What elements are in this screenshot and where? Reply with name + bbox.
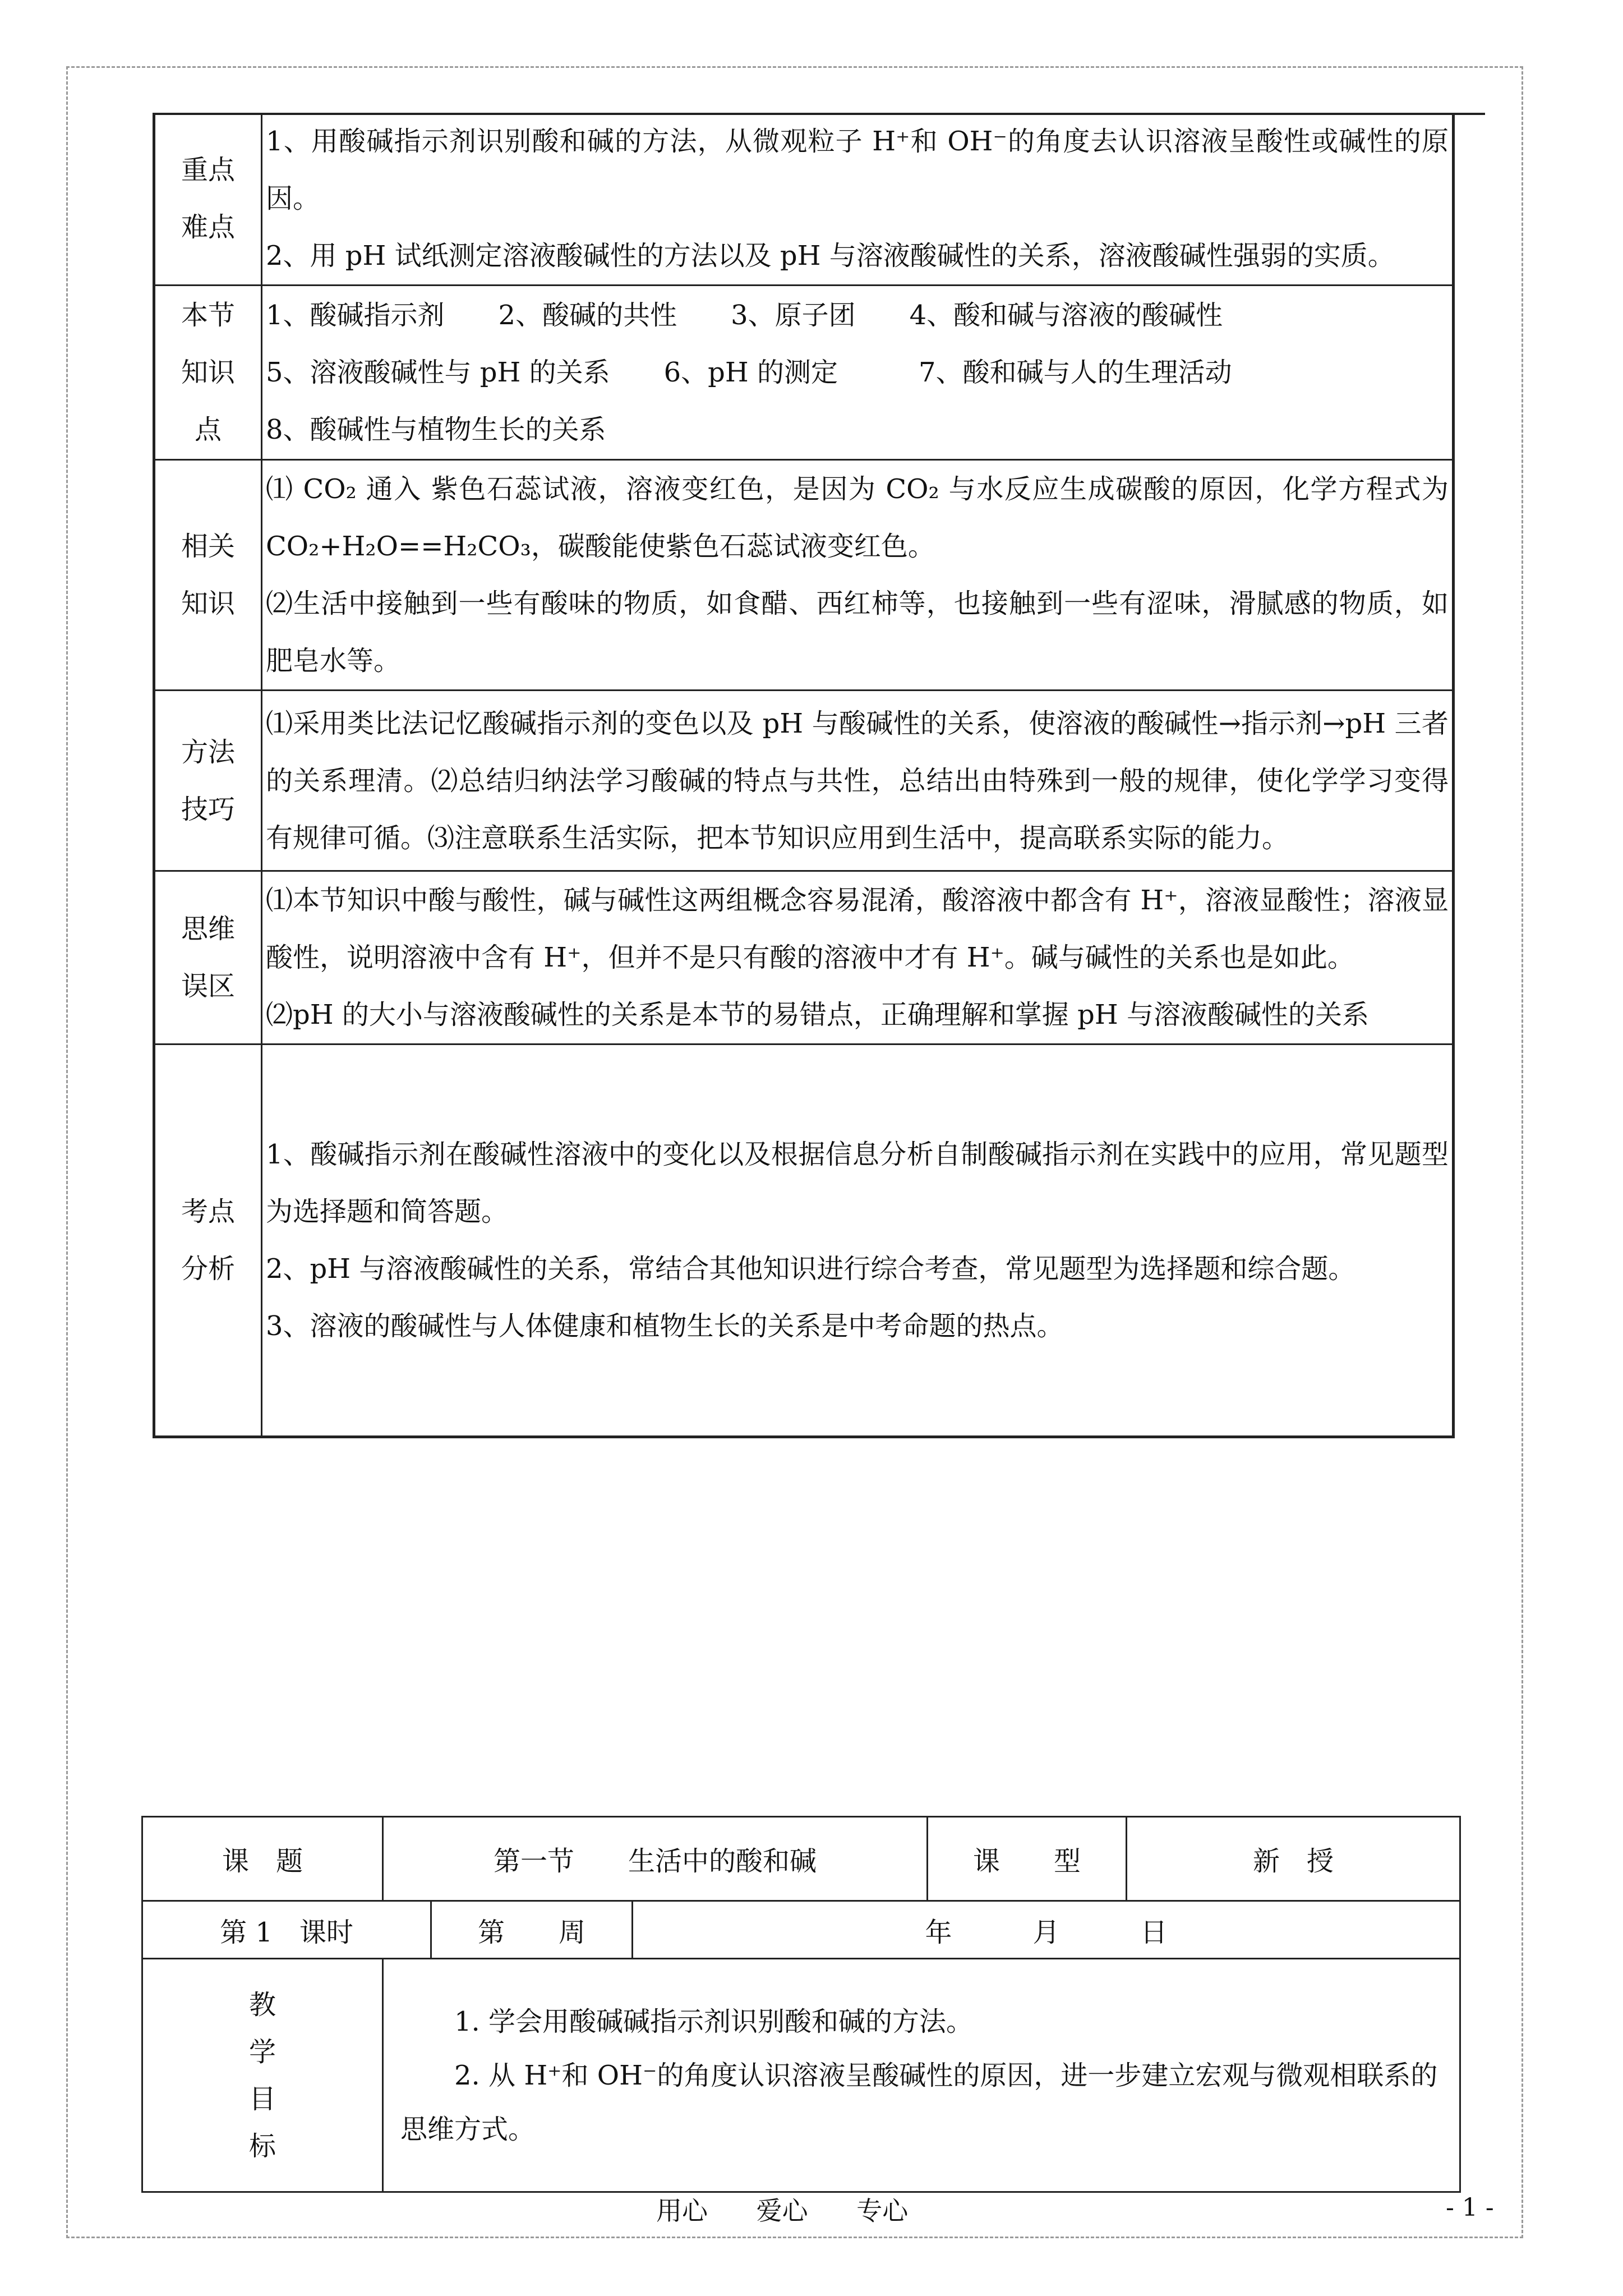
footer-item: 专心	[856, 2196, 909, 2226]
goals-label-char: 学	[248, 2036, 276, 2068]
type-label: 课 型	[928, 1817, 1127, 1901]
row-label-line: 思维	[181, 913, 235, 945]
row-label	[154, 113, 262, 286]
summary-row	[154, 286, 1454, 460]
summary-row	[154, 460, 1454, 691]
summary-row	[154, 1045, 1454, 1437]
summary-row	[154, 113, 1454, 286]
lesson-goals-row	[142, 1959, 1460, 2192]
row-label-line: 点	[194, 414, 222, 445]
footer-item: 用心	[656, 2196, 708, 2226]
row-label-line: 知识	[181, 357, 235, 388]
content-line: 2、pH 与溶液酸碱性的关系，常结合其他知识进行综合考查，常见题型为选择题和综合题。	[266, 1253, 1355, 1285]
content-line: 1、酸碱指示剂 2、酸碱的共性 3、原子团 4、酸和碱与溶液的酸碱性	[266, 300, 1223, 331]
row-content	[262, 871, 1454, 1045]
row-label-line: 本节	[181, 300, 235, 331]
row-label-line: 难点	[181, 211, 235, 243]
row-label	[154, 691, 262, 871]
knowledge-summary-table	[153, 113, 1455, 1438]
row-content	[262, 1045, 1454, 1437]
row-label	[154, 286, 262, 460]
footer-item: 爱心	[756, 2196, 808, 2226]
row-content	[262, 113, 1454, 286]
date-label: 年 月 日	[925, 1916, 1168, 1948]
row-content	[262, 691, 1454, 871]
row-label-line: 误区	[181, 970, 235, 1002]
row-label	[154, 1045, 262, 1437]
lesson-topic-row	[142, 1817, 1460, 1901]
lesson-period-row	[142, 1901, 1460, 1959]
lesson-info-table	[141, 1816, 1461, 2193]
summary-row	[154, 691, 1454, 871]
content-line: 3、溶液的酸碱性与人体健康和植物生长的关系是中考命题的热点。	[266, 1310, 1064, 1342]
page-number: - 1 -	[1446, 2193, 1494, 2222]
content-line: ⑴采用类比法记忆酸碱指示剂的变色以及 pH 与酸碱性的关系，使溶液的酸碱性→指示剂→pH 三者的关系理清。⑵总结归纳法学习酸碱的特点与共性，总结出由特殊到一般的规律，使化学学习变得有规律可循。⑶注意联系生活实际，把本节知识应用到生活中，提高联系实际的能力。	[266, 707, 1449, 854]
topic-value: 第一节 生活中的酸和碱	[383, 1817, 928, 1901]
goals-label-char: 教	[248, 1989, 276, 2021]
goal-item: 2. 从 H⁺和 OH⁻的角度认识溶液呈酸碱性的原因，进一步建立宏观与微观相联系的思维方式。	[400, 2059, 1438, 2145]
content-line: 8、酸碱性与植物生长的关系	[266, 414, 606, 445]
goals-content	[383, 1959, 1460, 2192]
period-label: 第 1 课时	[143, 1902, 431, 1958]
row-content	[262, 286, 1454, 460]
summary-row	[154, 871, 1454, 1045]
topic-label: 课 题	[142, 1817, 383, 1901]
footer-motto	[656, 2191, 948, 2228]
goals-label	[142, 1959, 383, 2192]
content-line: ⑵生活中接触到一些有酸味的物质，如食醋、西红柿等，也接触到一些有涩味，滑腻感的物质，如肥皂水等。	[266, 588, 1449, 677]
row-label-line: 考点	[181, 1196, 235, 1227]
row-label-line: 相关	[181, 531, 235, 562]
goal-item: 1. 学会用酸碱碱指示剂识别酸和碱的方法。	[454, 2005, 974, 2037]
row-label-line: 重点	[181, 154, 235, 186]
content-line: 1、用酸碱指示剂识别酸和碱的方法，从微观粒子 H⁺和 OH⁻的角度去认识溶液呈酸性或碱性的原因。	[266, 126, 1449, 214]
content-line: ⑵pH 的大小与溶液酸碱性的关系是本节的易错点，正确理解和掌握 pH 与溶液酸碱性的关系	[266, 999, 1369, 1030]
content-line: ⑴本节知识中酸与酸性，碱与碱性这两组概念容易混淆，酸溶液中都含有 H⁺，溶液显酸性；溶液显酸性，说明溶液中含有 H⁺，但并不是只有酸的溶液中才有 H⁺。碱与碱性的关系也是如此。	[266, 885, 1449, 973]
row-content	[262, 460, 1454, 691]
goals-label-char: 目	[248, 2083, 276, 2115]
content-line: 2、用 pH 试纸测定溶液酸碱性的方法以及 pH 与溶液酸碱性的关系，溶液酸碱性强弱的实质。	[266, 240, 1395, 272]
row-label-line: 技巧	[181, 793, 235, 825]
row-label-line: 分析	[181, 1253, 235, 1285]
content-line: 5、溶液酸碱性与 pH 的关系 6、pH 的测定 7、酸和碱与人的生理活动	[266, 357, 1232, 388]
goals-label-char: 标	[248, 2130, 276, 2162]
row-label	[154, 460, 262, 691]
week-label: 第 周	[431, 1902, 633, 1958]
row-label-line: 知识	[181, 588, 235, 619]
type-value: 新 授	[1127, 1817, 1460, 1901]
content-line: 1、酸碱指示剂在酸碱性溶液中的变化以及根据信息分析自制酸碱指示剂在实践中的应用，常见题型为选择题和简答题。	[266, 1139, 1449, 1227]
row-label-line: 方法	[181, 736, 235, 768]
content-line: ⑴ CO₂ 通入 紫色石蕊试液，溶液变红色，是因为 CO₂ 与水反应生成碳酸的原因，化学方程式为 CO₂+H₂O==H₂CO₃，碳酸能使紫色石蕊试液变红色。	[266, 473, 1449, 562]
row-label	[154, 871, 262, 1045]
